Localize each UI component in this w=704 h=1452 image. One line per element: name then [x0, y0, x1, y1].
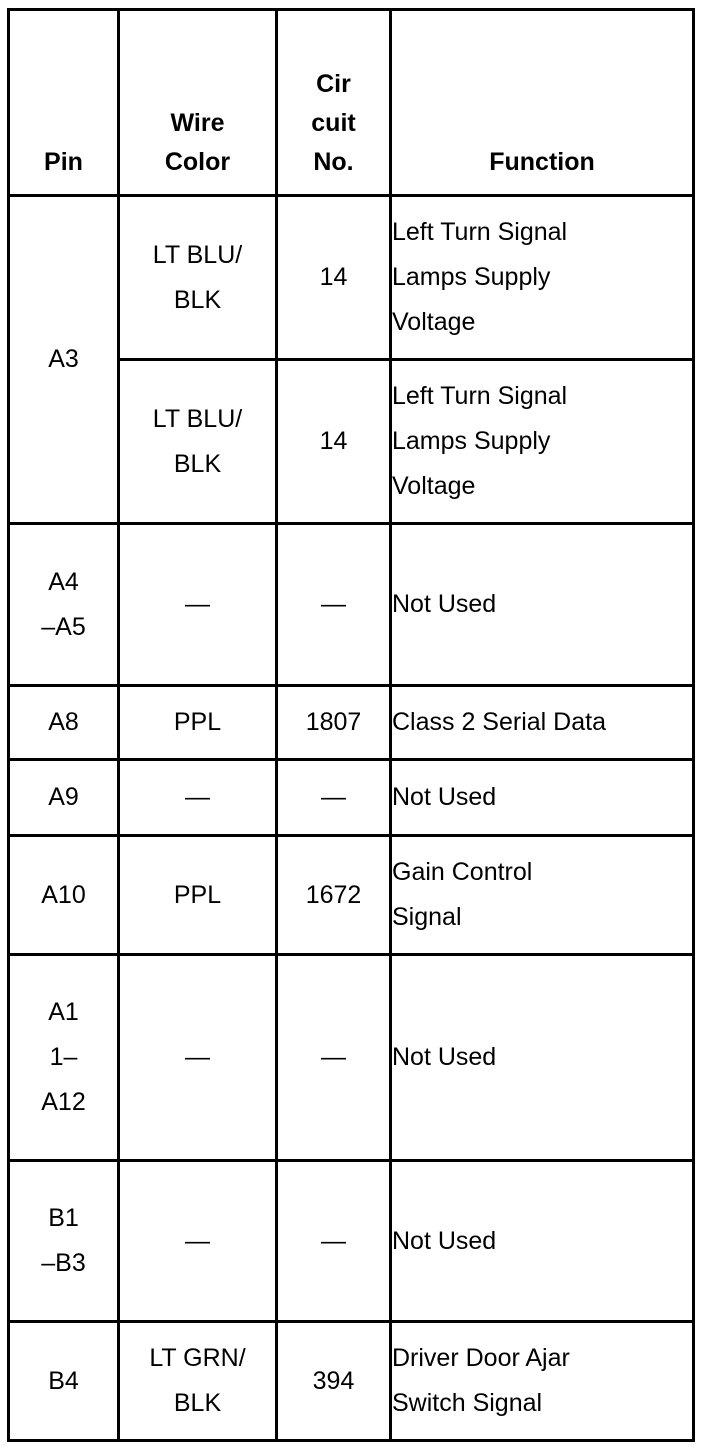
header-function: Function [391, 10, 694, 196]
wire-color-cell: PPL [119, 686, 277, 760]
pin-cell: B4 [9, 1322, 119, 1441]
function-cell: Left Turn Signal Lamps Supply Voltage [391, 360, 694, 524]
pin-table [7, 8, 695, 1442]
pin-cell: A10 [9, 836, 119, 955]
function-cell: Not Used [391, 760, 694, 836]
header-row [9, 10, 694, 196]
header-circuit-no: Cir cuit No. [277, 10, 391, 196]
table-row [9, 524, 694, 686]
wire-color-cell: — [119, 1161, 277, 1322]
circuit-cell: — [277, 1161, 391, 1322]
table-row [9, 196, 694, 360]
function-cell: Driver Door Ajar Switch Signal [391, 1322, 694, 1441]
pin-cell: B1 –B3 [9, 1161, 119, 1322]
circuit-cell: — [277, 524, 391, 686]
pin-cell: A4 –A5 [9, 524, 119, 686]
circuit-cell: 394 [277, 1322, 391, 1441]
table-row [9, 955, 694, 1161]
circuit-cell: 1672 [277, 836, 391, 955]
pin-cell: A1 1– A12 [9, 955, 119, 1161]
pin-cell: A3 [9, 196, 119, 524]
wire-color-cell: LT GRN/ BLK [119, 1322, 277, 1441]
circuit-cell: 14 [277, 360, 391, 524]
circuit-cell: — [277, 955, 391, 1161]
table-row [9, 836, 694, 955]
wire-color-cell: LT BLU/ BLK [119, 196, 277, 360]
table-row [9, 1322, 694, 1441]
table-row [9, 1161, 694, 1322]
function-cell: Class 2 Serial Data [391, 686, 694, 760]
circuit-cell: 1807 [277, 686, 391, 760]
function-cell: Not Used [391, 955, 694, 1161]
wire-color-cell: PPL [119, 836, 277, 955]
wire-color-cell: — [119, 955, 277, 1161]
wire-color-cell: — [119, 524, 277, 686]
function-cell: Not Used [391, 1161, 694, 1322]
function-cell: Not Used [391, 524, 694, 686]
function-cell: Gain Control Signal [391, 836, 694, 955]
wire-color-cell: — [119, 760, 277, 836]
table-row [9, 760, 694, 836]
header-pin: Pin [9, 10, 119, 196]
circuit-cell: 14 [277, 196, 391, 360]
table-row [9, 686, 694, 760]
pin-cell: A9 [9, 760, 119, 836]
function-cell: Left Turn Signal Lamps Supply Voltage [391, 196, 694, 360]
header-wire-color: Wire Color [119, 10, 277, 196]
wire-color-cell: LT BLU/ BLK [119, 360, 277, 524]
circuit-cell: — [277, 760, 391, 836]
pin-cell: A8 [9, 686, 119, 760]
